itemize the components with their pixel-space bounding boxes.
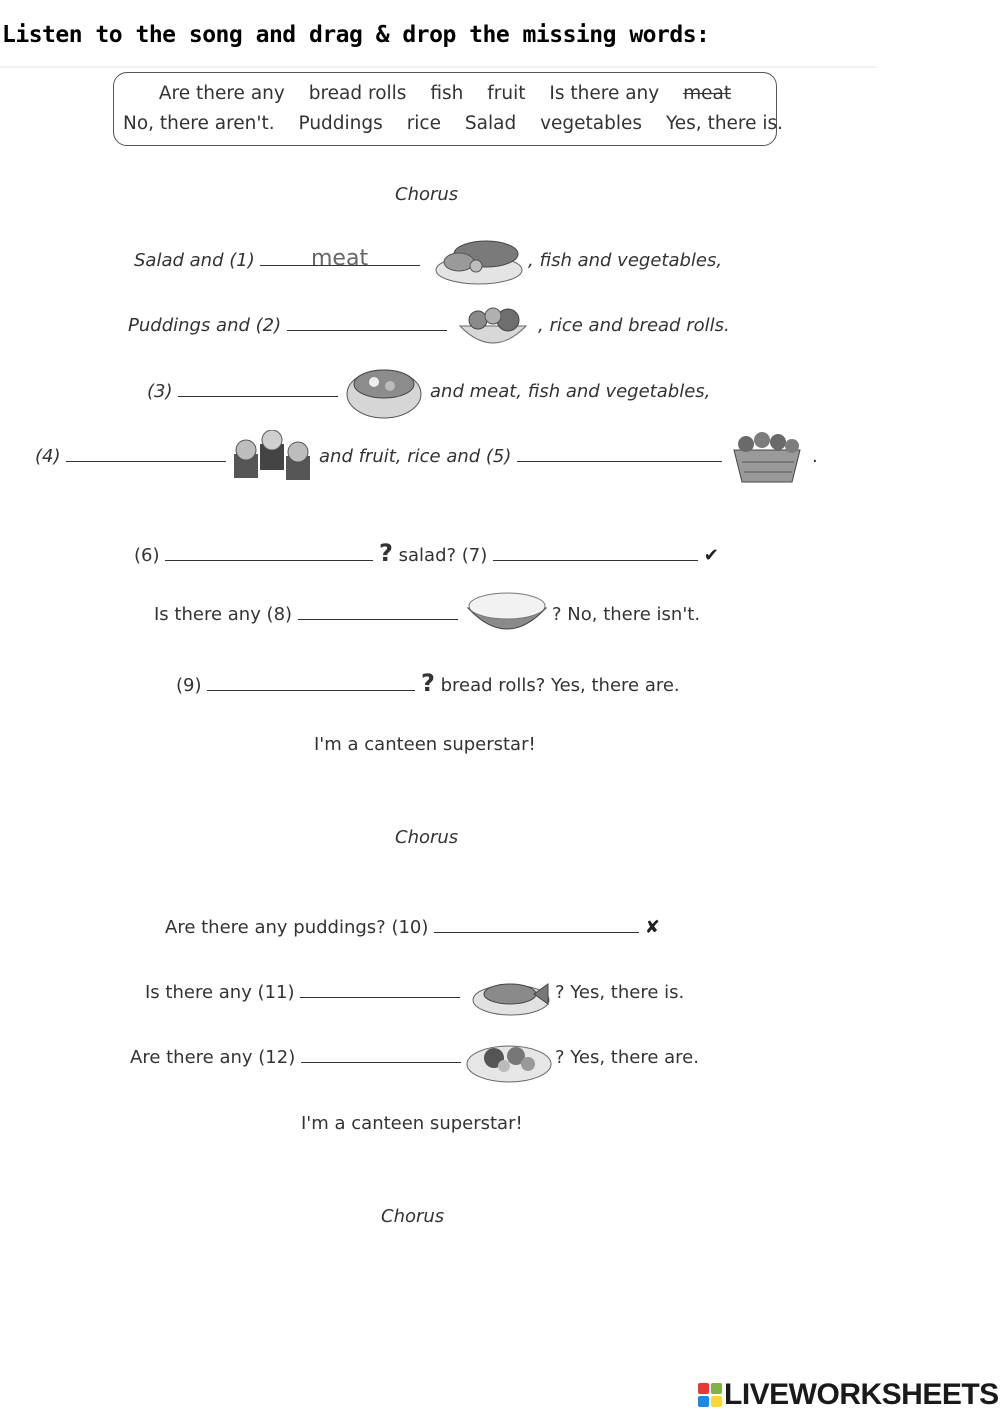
logo-mark-icon xyxy=(698,1383,722,1407)
song-line-12 xyxy=(130,1047,461,1068)
drop-blank-9[interactable] xyxy=(207,676,415,691)
song-line-4 xyxy=(35,446,226,467)
line-text: Is there any (11) xyxy=(145,982,295,1003)
song-line-10 xyxy=(165,917,660,938)
song-line-11 xyxy=(145,982,460,1003)
word-chip[interactable]: Is there any xyxy=(549,83,660,104)
line-text: , rice and bread rolls. xyxy=(538,315,730,336)
chorus-label: Chorus xyxy=(395,827,459,848)
bread-rolls-basket-icon xyxy=(728,428,806,486)
line-text: and meat, fish and vegetables, xyxy=(430,381,711,402)
word-chip-used: meat xyxy=(683,83,732,104)
line-text: ? Yes, there are. xyxy=(555,1047,699,1068)
word-chip[interactable]: bread rolls xyxy=(308,83,407,104)
liveworksheets-logo xyxy=(698,1378,999,1412)
line-text: Are there any (12) xyxy=(130,1047,296,1068)
song-line-9 xyxy=(176,669,680,697)
word-chip[interactable]: Yes, there is. xyxy=(665,113,784,134)
line-text: (4) xyxy=(35,446,61,467)
drop-blank-3[interactable] xyxy=(178,382,338,397)
word-bank-row-1 xyxy=(114,83,776,104)
word-chip[interactable]: fruit xyxy=(487,83,526,104)
question-mark-icon: ? xyxy=(420,669,435,697)
song-line-2 xyxy=(128,315,447,336)
song-line-6 xyxy=(134,539,719,567)
word-chip[interactable]: rice xyxy=(406,113,441,134)
drop-blank-11[interactable] xyxy=(300,983,460,998)
line-text: (3) xyxy=(147,381,173,402)
chorus-label: Chorus xyxy=(381,1206,445,1227)
vegetables-plate-icon xyxy=(464,1034,554,1086)
dropped-answer-1[interactable]: meat xyxy=(311,246,369,271)
song-line-4-mid xyxy=(319,446,722,467)
drop-blank-12[interactable] xyxy=(301,1048,461,1063)
line-text: ? Yes, there is. xyxy=(555,982,685,1003)
drop-blank-8[interactable] xyxy=(298,605,458,620)
meat-plate-icon xyxy=(434,234,524,286)
superstar-line: I'm a canteen superstar! xyxy=(314,734,536,755)
line-text: . xyxy=(812,446,818,467)
drop-blank-5[interactable] xyxy=(517,447,722,462)
word-chip[interactable]: fish xyxy=(430,83,464,104)
superstar-line: I'm a canteen superstar! xyxy=(301,1113,523,1134)
line-text: , fish and vegetables, xyxy=(528,250,723,271)
song-line-8 xyxy=(154,604,458,625)
question-mark-icon: ? xyxy=(378,539,393,567)
fish-plate-icon xyxy=(470,970,552,1018)
word-chip[interactable]: Salad xyxy=(464,113,517,134)
salad-bowl-icon xyxy=(344,362,424,420)
drop-blank-6[interactable] xyxy=(165,546,373,561)
instruction-heading: Listen to the song and drag & drop the missing words: xyxy=(2,22,710,48)
song-line-3 xyxy=(147,381,338,402)
divider xyxy=(0,66,876,68)
word-chip[interactable]: Puddings xyxy=(298,113,383,134)
word-bank xyxy=(113,72,784,146)
drop-blank-4[interactable] xyxy=(66,447,226,462)
line-text: bread rolls? Yes, there are. xyxy=(440,675,680,696)
line-text: and fruit, rice and (5) xyxy=(319,446,512,467)
line-text: salad? (7) xyxy=(398,545,488,566)
tick-icon: ✔ xyxy=(703,545,719,566)
rice-bowl-icon xyxy=(464,588,550,644)
cupcakes-icon xyxy=(232,430,314,484)
logo-text: LIVEWORKSHEETS xyxy=(724,1378,999,1411)
drop-blank-7[interactable] xyxy=(493,546,698,561)
word-chip[interactable]: Are there any xyxy=(158,83,285,104)
word-chip[interactable]: vegetables xyxy=(540,113,643,134)
cross-icon: ✘ xyxy=(644,917,660,938)
song-line-1 xyxy=(134,250,420,271)
drop-blank-2[interactable] xyxy=(287,316,447,331)
chorus-label: Chorus xyxy=(395,184,459,205)
line-text: Is there any (8) xyxy=(154,604,293,625)
line-text: (6) xyxy=(134,545,160,566)
line-text: Puddings and (2) xyxy=(128,315,282,336)
word-bank-row-2 xyxy=(114,113,784,134)
pudding-bowl-icon xyxy=(456,298,530,356)
line-text: (9) xyxy=(176,675,202,696)
line-text: Are there any puddings? (10) xyxy=(165,917,429,938)
drop-blank-10[interactable] xyxy=(434,918,639,933)
line-text: ? No, there isn't. xyxy=(552,604,701,625)
word-chip[interactable]: No, there aren't. xyxy=(123,113,275,134)
line-text: Salad and (1) xyxy=(134,250,255,271)
